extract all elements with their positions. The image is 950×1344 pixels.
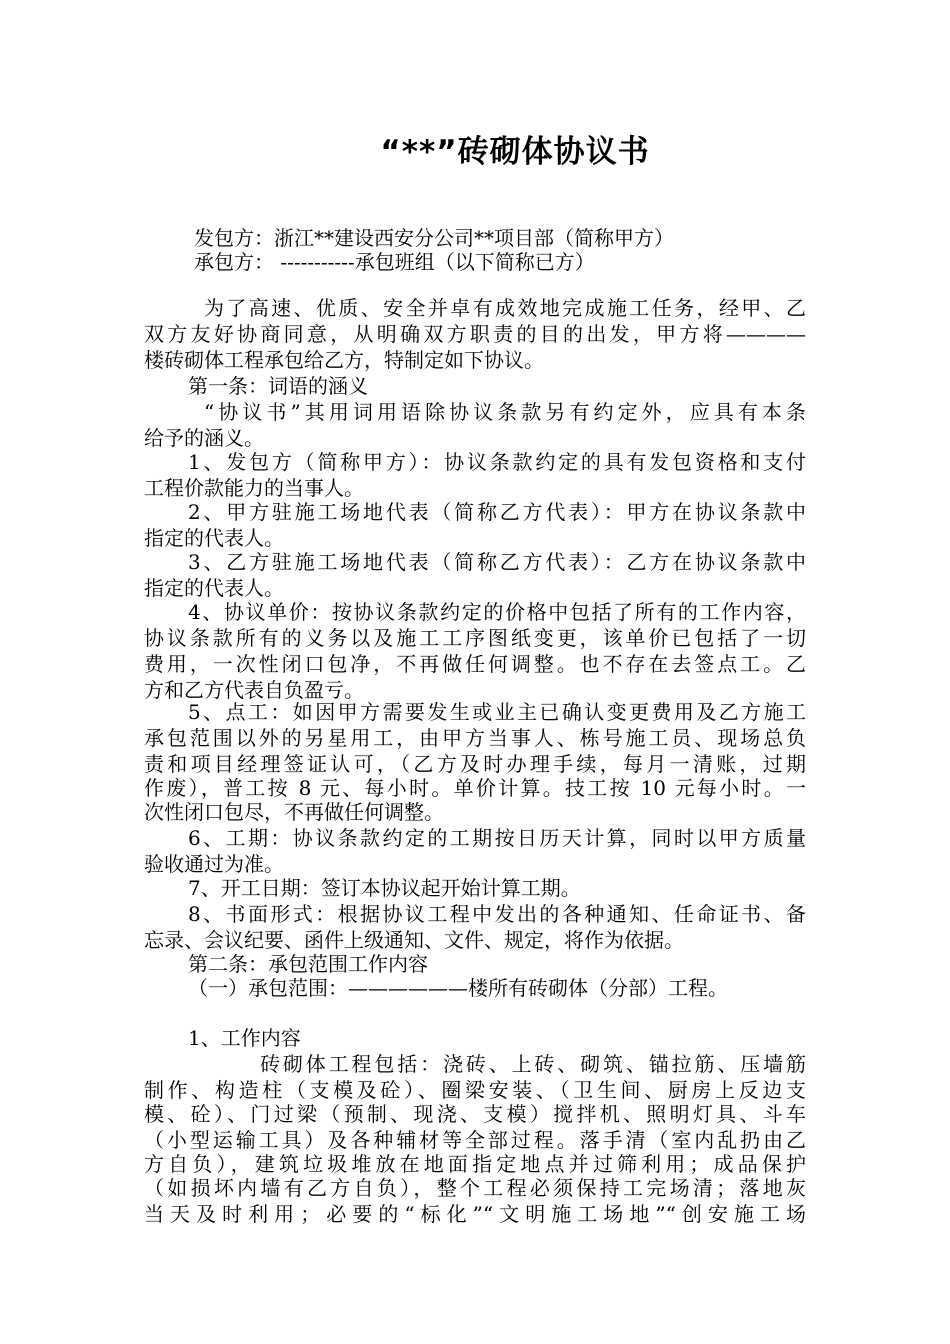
text-line: 1、发包方（简称甲方）：协议条款约定的具有发包资格和支付 [188, 450, 806, 474]
party-b-line: 承包方： -----------承包班组（以下简称已方） [194, 250, 595, 274]
text-line: 7、开工日期：签订本协议起开始计算工期。 [188, 876, 581, 900]
text-line: 5、点工：如因甲方需要发生或业主已确认变更费用及乙方施工 [188, 700, 806, 724]
text-line: 8、书面形式：根据协议工程中发出的各种通知、任命证书、备 [188, 902, 806, 926]
text-line: 4、协议单价：按协议条款约定的价格中包括了所有的工作内容， [188, 600, 806, 624]
text-line: 工程价款能力的当事人。 [144, 476, 364, 500]
text-line: 指定的代表人。 [144, 526, 284, 550]
text-line: 双方友好协商同意，从明确双方职责的目的出发，甲方将———— [144, 322, 806, 346]
text-line: 协议条款所有的义务以及施工工序图纸变更，该单价已包括了一切 [144, 626, 806, 650]
text-line: 1、工作内容 [188, 1026, 301, 1050]
text-line: 给予的涵义。 [144, 426, 264, 450]
text-line: 承包范围以外的另星用工，由甲方当事人、栋号施工员、现场总负 [144, 726, 806, 750]
text-line: （小型运输工具）及各种辅材等全部过程。落手清（室内乱扔由乙 [144, 1128, 806, 1152]
text-line: 责和项目经理签证认可，（乙方及时办理手续，每月一清账，过期 [144, 752, 806, 776]
text-line: 2、甲方驻施工场地代表（简称乙方代表）：甲方在协议条款中 [188, 500, 806, 524]
text-line: 为了高速、优质、安全并卓有成效地完成施工任务，经甲、乙 [204, 296, 806, 320]
text-line: （一）承包范围：——————楼所有砖砌体（分部）工程。 [188, 976, 728, 1000]
text-line: 方和乙方代表自负盈亏。 [144, 678, 364, 702]
text-line: 方自负），建筑垃圾堆放在地面指定地点并过筛利用；成品保护 [144, 1152, 806, 1176]
text-line: 费用，一次性闭口包净，不再做任何调整。也不存在去签点工。乙 [144, 652, 806, 676]
text-line: 第二条：承包范围工作内容 [188, 952, 428, 976]
text-line: 砖砌体工程包括：浇砖、上砖、砌筑、锚拉筋、压墙筋 [260, 1052, 806, 1076]
text-line: 作废），普工按 8 元、每小时。单价计算。技工按 10 元每小时。一 [144, 776, 806, 800]
text-line: 模、砼）、门过梁（预制、现浇、支模）搅拌机、照明灯具、斗车 [144, 1102, 806, 1126]
text-line: 6、工期：协议条款约定的工期按日历天计算，同时以甲方质量 [188, 826, 806, 850]
text-line: 指定的代表人。 [144, 576, 284, 600]
text-line: 第一条：词语的涵义 [188, 374, 368, 398]
text-line: 3、乙方驻施工场地代表（简称乙方代表）：乙方在协议条款中 [188, 550, 806, 574]
text-line: 楼砖砌体工程承包给乙方，特制定如下协议。 [144, 348, 544, 372]
text-line: 次性闭口包尽，不再做任何调整。 [144, 800, 444, 824]
text-line: 忘录、会议纪要、函件上级通知、文件、规定，将作为依据。 [144, 928, 684, 952]
text-line: 当天及时利用；必要的“标化”“文明施工场地”“创安施工场 [144, 1202, 806, 1226]
text-line: “协议书”其用词用语除协议条款另有约定外，应具有本条 [204, 400, 806, 424]
text-line: 制作、构造柱（支模及砼）、圈梁安装、（卫生间、厨房上反边支 [144, 1078, 806, 1102]
document-title: “**”砖砌体协议书 [380, 134, 650, 170]
text-line: （如损坏内墙有乙方自负），整个工程必须保持工完场清；落地灰 [144, 1176, 806, 1200]
party-a-line: 发包方：浙江**建设西安分公司**项目部（简称甲方） [194, 226, 674, 250]
text-line: 验收通过为准。 [144, 852, 284, 876]
